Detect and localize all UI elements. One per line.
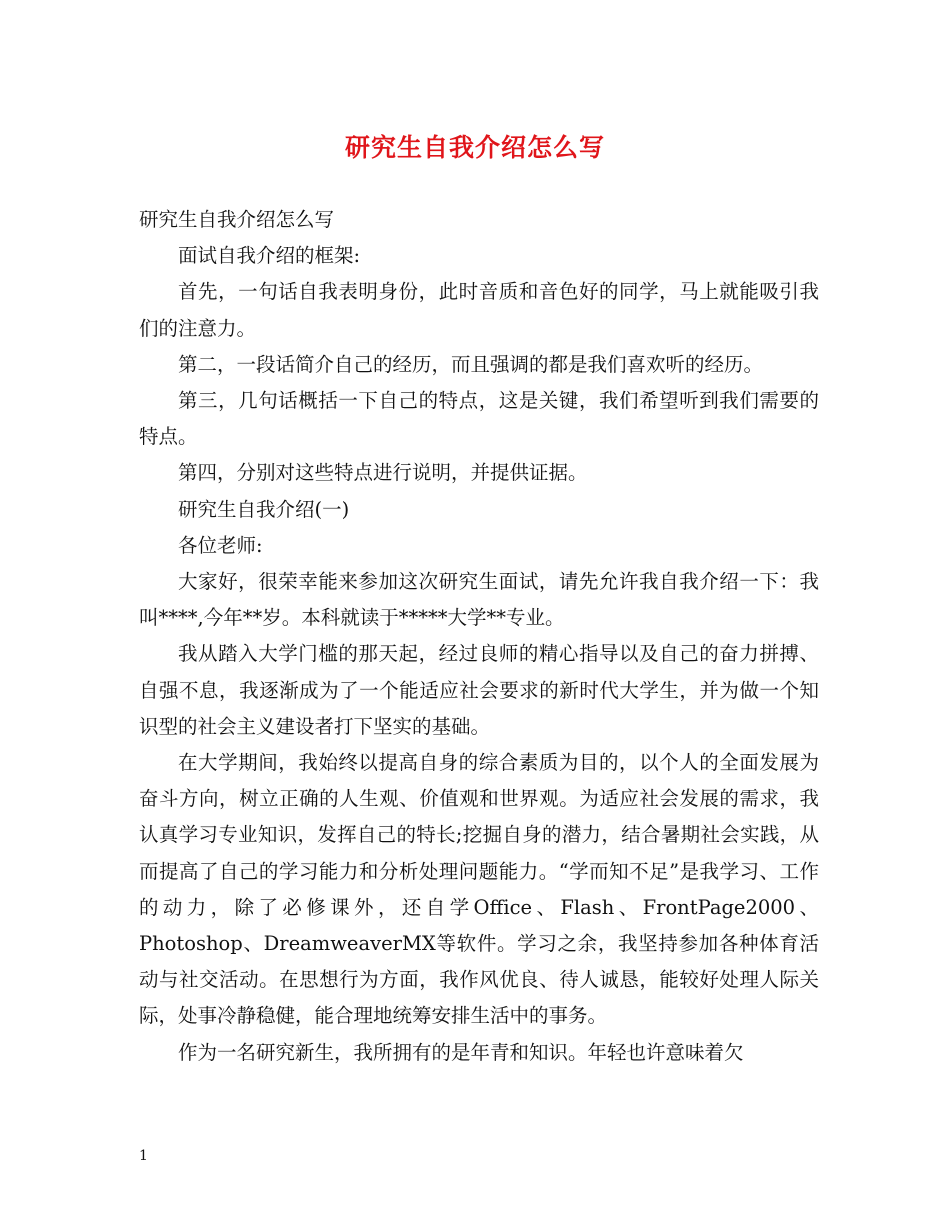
paragraph: 首先，一句话自我表明身份，此时音质和音色好的同学，马上就能吸引我们的注意力。 <box>139 280 819 340</box>
paragraph: 各位老师: <box>178 533 263 557</box>
paragraph: 研究生自我介绍怎么写 <box>139 208 335 231</box>
paragraph: 研究生自我介绍(一) <box>178 497 350 521</box>
paragraph: 我从踏入大学门槛的那天起，经过良师的精心指导以及自己的奋力拼搏、自强不息，我逐渐成为了一个能适应社会要求的新时代大学生，并为做一个知识型的社会主义建设者打下坚实的基础。 <box>139 642 819 738</box>
paragraph: 面试自我介绍的框架: <box>178 244 361 268</box>
document-body <box>139 202 819 1071</box>
document-title: 研究生自我介绍怎么写 <box>344 133 605 162</box>
paragraph: 作为一名研究新生，我所拥有的是年青和知识。年轻也许意味着欠 <box>178 1040 744 1064</box>
paragraph: 第三，几句话概括一下自己的特点，这是关键，我们希望听到我们需要的特点。 <box>139 389 819 449</box>
paragraph: 大家好，很荣幸能来参加这次研究生面试，请先允许我自我介绍一下：我叫****,今年**岁。本科就读于*****大学**专业。 <box>139 570 819 630</box>
page-number: 1 <box>139 1148 148 1164</box>
paragraph: 第二，一段话简介自己的经历，而且强调的都是我们喜欢听的经历。 <box>178 352 764 376</box>
paragraph: 第四，分别对这些特点进行说明，并提供证据。 <box>178 461 588 485</box>
paragraph: 在大学期间，我始终以提高自身的综合素质为目的，以个人的全面发展为奋斗方向，树立正确的人生观、价值观和世界观。为适应社会发展的需求，我认真学习专业知识，发挥自己的特长;挖掘自身的潜力，结合暑期社会实践，从而提高了自己的学习能力和分析处理问题能力。“学而知不足”是我学习、工作的动力，除了必修课外，还自学Office、Flash、FrontPage2000、Photoshop、DreamweaverMX等软件。学习之余，我坚持参加各种体育活动与社交活动。在思想行为方面，我作风优良、待人诚恳，能较好处理人际关际，处事冷静稳健，能合理地统筹安排生活中的事务。 <box>139 751 819 1028</box>
